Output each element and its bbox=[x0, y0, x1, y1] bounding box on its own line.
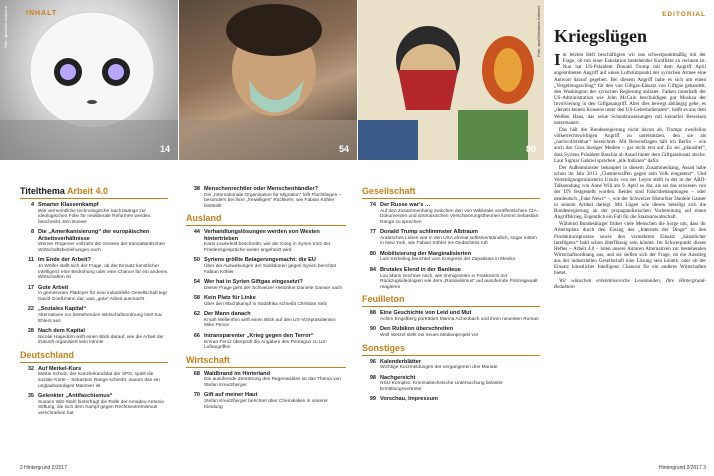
toc-page-number: 74 bbox=[369, 202, 376, 208]
toc-page-number: 54 bbox=[193, 279, 200, 286]
toc-entry-body bbox=[380, 267, 540, 290]
footer-left: 2 Hintergrund 2/2017 bbox=[20, 465, 67, 471]
toc-page-number: 4 bbox=[30, 202, 34, 208]
toc-entry-description: Achim Engelberg porträtiert Marina Achenbach und ihren neuesten Roman bbox=[380, 316, 539, 322]
toc-entry-description: Wichtige Kurzmeldungen der vergangenen drei Monate bbox=[380, 365, 498, 371]
toc-entry-title: Kalenderblätter bbox=[380, 358, 422, 365]
toc-entry-body bbox=[38, 393, 168, 416]
editorial-signature: Wir wünschen erkenntnisreiche Lesestunden, Ihre Hintergrund-Redaktion bbox=[554, 277, 706, 290]
toc-entry-title: Waldbrand im Hinterland bbox=[204, 370, 270, 377]
toc-column-1 bbox=[20, 186, 168, 420]
toc-entry-description: Knuth Mellenthin wirft einen Blick auf den US-Vizepräsidenten Mike Pence bbox=[204, 317, 336, 329]
toc-entry-title: Mobilisierung der Marginalisierten bbox=[380, 250, 472, 257]
toc-entry[interactable] bbox=[186, 311, 346, 329]
toc-entry-title: Vorschau, Impressum bbox=[380, 396, 439, 403]
section-heading bbox=[186, 355, 346, 368]
toc-entry-body bbox=[204, 333, 346, 351]
toc-entry-body bbox=[204, 279, 346, 291]
toc-column-3 bbox=[362, 186, 540, 407]
toc-entry-title: Der Russe war's … bbox=[380, 202, 431, 208]
child-illustration bbox=[179, 0, 357, 160]
toc-page-number: 44 bbox=[193, 229, 200, 236]
robot-photo bbox=[0, 0, 178, 160]
toc-entry[interactable] bbox=[362, 229, 540, 247]
toc-entry[interactable] bbox=[20, 257, 168, 280]
toc-entry-description: Arabisches Leben war in den USA einmal selbstverständlich, sogar mitten in New York, wie Fabian Köhler ins Gedächtnis ruft bbox=[380, 235, 537, 247]
toc-entry-description: Karin Leukefeld beschreibt, wie der Krieg in Syrien trotz der Friedensgespräche weiter angeheizt wird bbox=[204, 242, 331, 253]
toc-entry-title: Den Rubikon überschreiten bbox=[380, 326, 454, 333]
mural-illustration bbox=[358, 0, 544, 160]
section-heading-label: Wirtschaft bbox=[186, 354, 230, 365]
toc-entry-body bbox=[204, 392, 346, 410]
toc-column-2 bbox=[186, 186, 346, 414]
toc-entry-body bbox=[38, 306, 168, 324]
toc-entry[interactable] bbox=[362, 310, 540, 322]
mural-photo bbox=[358, 0, 544, 160]
editorial-title: Kriegslügen bbox=[554, 26, 647, 46]
section-heading-label: Sonstiges bbox=[362, 342, 406, 353]
toc-page-number: 77 bbox=[369, 229, 376, 236]
toc-entry-title: Die „Amerikanisierung“ der europäischen Arbeitsverhältnisse bbox=[38, 229, 150, 242]
toc-entry[interactable] bbox=[20, 229, 168, 253]
toc-entry-body bbox=[38, 257, 168, 280]
toc-entry-body bbox=[38, 229, 168, 253]
toc-page-number: 32 bbox=[27, 365, 34, 372]
toc-entry-body bbox=[380, 375, 540, 393]
toc-entry-description: Jo Wölfer stellt sich der Frage, ob der Einsatz künstlicher Intelligenz eine Bedrohung oder eine Chance für ein anderes Wirtschaften ist bbox=[38, 263, 168, 281]
toc-entry-description: In gemeinsam Plädoyer für eine industrielle Gesellschaft legt David Goeßmann dar, was „gute“ Arbeit ausmacht bbox=[38, 291, 167, 302]
toc-entry[interactable] bbox=[362, 202, 540, 225]
toc-entry[interactable] bbox=[186, 229, 346, 253]
section-heading bbox=[362, 294, 540, 307]
toc-entry[interactable] bbox=[362, 251, 540, 263]
toc-page-number: 80 bbox=[369, 250, 376, 257]
editorial-paragraph: Das hält die Bundesregierung nicht davon ab, Trumps zweifellos völkerrechtswidrigen Angriff zu unterstützen, den sie als „nachvollziehbar“ bezeichnet. Mit Beweisfragen hält ich Berlin – wie auch das Gros hiesiger Medien – gar nicht erst auf. Es sei „plausibel“, dass Syriens Präsident Baschar al-Assad hinter dem Giftgaseinsatz stecke. Laut Sigmar Gabriel sprächen „alle Indizien“ dafür. bbox=[554, 126, 706, 164]
toc-entry-title: Brutales Elend in der Banlieue bbox=[380, 267, 461, 274]
toc-entry[interactable] bbox=[20, 285, 168, 303]
toc-entry-body bbox=[38, 366, 168, 389]
robot-illustration bbox=[0, 0, 178, 160]
toc-entry[interactable] bbox=[186, 371, 346, 389]
section-heading-prefix: Titelthema bbox=[20, 186, 65, 196]
toc-entry-title: Auf Merkel-Kurs bbox=[38, 365, 82, 372]
toc-page-number: 8 bbox=[30, 229, 34, 236]
toc-entry-description: Über den Machtkampf in Südafrika schreibt Christian Selz bbox=[204, 301, 327, 307]
toc-entry-body bbox=[380, 229, 540, 247]
toc-entry-description: Stefan Kreutzberger berichtet über Chemikalien in unserer Kleidung bbox=[204, 398, 328, 410]
toc-entry-description: Martin Schulz, der Kanzlerkandidat der SPD, spielt die soziale Karte – Sebastian Range schreibt, warum das ein unglaubwürdiges Manöver ist bbox=[38, 372, 160, 389]
toc-entry-body bbox=[380, 310, 540, 322]
toc-entry-description: Alternativen zur bestehenden Wirtschaftsordnung lotet Kai Ehlers aus bbox=[38, 312, 162, 324]
toc-entry-body bbox=[380, 251, 540, 263]
footer-right: Hintergrund 2/2017 3 bbox=[659, 465, 706, 471]
toc-entry-title: Im Ende der Arbeit? bbox=[38, 257, 91, 264]
toc-page-number: 99 bbox=[369, 396, 376, 403]
toc-entry[interactable] bbox=[186, 295, 346, 307]
toc-page-number: 90 bbox=[369, 326, 376, 333]
toc-page-number: 96 bbox=[369, 358, 376, 365]
toc-page-number: 28 bbox=[27, 328, 34, 335]
toc-page-number: 88 bbox=[369, 310, 376, 317]
toc-entry-description: NSU-Komplex: Kriminaltechnische Untersuchung belastet Ermittlungsvertreter bbox=[380, 381, 503, 392]
toc-page-number: 84 bbox=[369, 267, 376, 274]
editorial-paragraph bbox=[554, 52, 706, 126]
toc-entry-body bbox=[38, 202, 168, 225]
toc-page-number: 22 bbox=[27, 306, 34, 313]
toc-entry-body bbox=[204, 186, 346, 209]
toc-entry-body bbox=[204, 311, 346, 329]
editorial-text bbox=[554, 52, 706, 291]
editorial-paragraph-text: m letzten Heft beschäftigten wir uns schwerpunktmäßig mit der Frage, ob mit einer Eskalation bestehender Konflikte zu rechnen ist. Nun hat US-Präsident Donald Trump mit dem Angriff April angeordneten Angriff auf einen Luftstützpunkt der syrischen Armee eine Antwort darauf gegeben. Bei diesem Angriff habe es sich um einen „Vergeltungsschlag“ für den von Giftgas-Einsatz von Giftgas gehandelt, den Washington der syrischen Regierung anlastet. Falken innerhalb der US-Administration wie John McCain beschuldigen gar Moskau der Involvierung in den Giftgasangriff. Aber dies bewegt abhängig gehe, es „derzeit keinen Konsens unter den US-Geheimdiensten“, heißt es aus dem Weißen Haus, das seine Schuldzuweisungen mit keinerlei Beweisen untermauert. bbox=[554, 52, 706, 126]
toc-entry-body bbox=[204, 257, 346, 275]
toc-entry-body bbox=[380, 359, 540, 371]
toc-entry-description: Nicolai Hagedorn wirft einen Blick darauf, wie die Arbeit der Zukunft organisiert sein könnte bbox=[38, 334, 164, 346]
toc-entry-title: Verhandlungslösungen werden von Westen hintertrieben bbox=[204, 229, 320, 242]
toc-page-number: 68 bbox=[193, 370, 200, 377]
toc-entry-description: Dieser Frage geht der Schweizer Historiker Daniele Ganser nach bbox=[204, 285, 343, 291]
toc-entry[interactable] bbox=[20, 366, 168, 389]
editorial-paragraph: Während Bundesbürger früher viele Menschen die Sorge um, dass ihr Arbeitsplatz durch den Einzug des „Internets der Dinge“ in den Produktionsprozess sowie den vermehrten Einsatz „künstlicher Intelligenz“ bald schon überflüssig sein könnte. Im Schwerpunkt dieses Heftes – Arbeit 4.0 – loten unsere Autoren Alternativen zur bestehenden Wirtschaftsordnung aus, und sie stellen sich der Frage, ob ein Ausstieg aus der industriellen Gesellschaft eine Lösung sein könnte, oder ob der Einsatz künstlicher Intelligenz Chancen für ein anderes Wirtschaften bietet. bbox=[554, 221, 706, 277]
toc-entry[interactable] bbox=[362, 396, 540, 403]
toc-entry[interactable] bbox=[20, 306, 168, 324]
toc-entry[interactable] bbox=[20, 328, 168, 346]
toc-entry[interactable] bbox=[186, 186, 346, 209]
toc-entry-title: Syriens größte Belagerungsmacht: die EU bbox=[204, 257, 316, 264]
section-heading bbox=[20, 186, 168, 199]
toc-entry-description: Auf den Zusammenhang zwischen den von Wikileaks veröffentlichten CIA-Dokumenten und antirussischen Verschwörungstheorien kommt Sebastian Range zu sprechen bbox=[380, 208, 539, 225]
toc-entry-title: Der Mann danach bbox=[204, 311, 251, 318]
toc-entry-description: Wie vermeintliche technologische Sachzwänge zur ideologischen Folie für neoliberale Reformen werden, beschreibt Jörn Boewe bbox=[38, 208, 152, 225]
toc-page-number: 66 bbox=[193, 333, 200, 340]
photo-page-number: 14 bbox=[159, 144, 170, 154]
section-heading bbox=[186, 213, 346, 226]
toc-page-number: 62 bbox=[193, 311, 200, 318]
toc-entry-body bbox=[380, 202, 540, 225]
toc-entry-body bbox=[204, 371, 346, 389]
toc-entry-title: Menschenrechtler oder Menschenhändler? bbox=[204, 186, 319, 192]
toc-page-number: 38 bbox=[193, 186, 200, 192]
toc-entry[interactable] bbox=[362, 267, 540, 290]
photo-page-number: 80 bbox=[525, 144, 536, 154]
toc-entry-body bbox=[38, 328, 168, 346]
toc-page-number: 58 bbox=[193, 295, 200, 302]
toc-entry-description: Über die Auswirkungen der Sanktionen gegen Syrien berichtet Fabian Köhler bbox=[204, 263, 337, 275]
toc-entry[interactable] bbox=[362, 375, 540, 393]
section-heading bbox=[362, 343, 540, 356]
toc-entry-title: Gelenkter „Antifaschismus“ bbox=[38, 393, 113, 400]
toc-entry-description: Emran Feroz überprüft die Angaben des Pentagon zu US-Luftangriffen bbox=[204, 339, 328, 351]
toc-entry-title: Nachgereicht bbox=[380, 374, 416, 381]
toc-entry-body bbox=[380, 396, 540, 403]
toc-entry-description: Lou Marin zeichnet nach, wie Immigranten in Frankreich mit Rückzugsideologien wie dem „Rassialismus“ auf ausufernde Polizeigewalt reagieren bbox=[380, 273, 538, 290]
toc-entry[interactable] bbox=[362, 326, 540, 338]
editorial bbox=[552, 0, 710, 476]
toc-entry-title: Eine Geschichte von Leid und Mut bbox=[380, 310, 472, 317]
toc-entry[interactable] bbox=[186, 257, 346, 275]
toc-entry-title: Nach dem Kapital bbox=[38, 328, 85, 335]
toc-entry-title: „Soziales Kapital“ bbox=[38, 306, 87, 313]
section-heading-label: Arbeit 4.0 bbox=[67, 186, 109, 196]
toc-page-number: 17 bbox=[27, 284, 34, 291]
toc-entry-description: Die ausufernde Zerstörung des Regenwaldes ist das Thema von Stefan Kreutzberger bbox=[204, 377, 341, 388]
toc-entry-title: Donald Trump schlimmster Albtraum bbox=[380, 229, 479, 236]
section-heading-label: Feuilleton bbox=[362, 294, 405, 305]
toc-entry[interactable] bbox=[186, 279, 346, 291]
toc-entry[interactable] bbox=[186, 333, 346, 351]
editorial-paragraph: Der Außenminister behauptet in diesem Zusammenhang, Assad habe schon im Jahr 2013 „Chemiewaffen gegen sein Volk eingesetzt“. Und Verteidigungsministerin Ursula von der Leyen stellt in der in der ARD-Talksendung von Anne Will am 9. April so dar, als sei das erwiesen von der UN festgestellt worden. Beides sind Falschbehauptungen – oder neudeutsch „Fake News“ –, wie der Schweizer Historiker Daniele Ganser in seinem Artikel darlegt. Mit Lügen wie diesen beteiligt sich die Bundesregierung an der propagandistischen Vorbereitung auf einen Angriffskrieg. Eigentlich ein Fall für die Staatsanwaltschaft. bbox=[554, 164, 706, 221]
toc-entry-title: Gift auf meiner Haut bbox=[204, 392, 258, 399]
toc-entry-title: Kein Platz für Linke bbox=[204, 295, 256, 302]
section-tag-inhalt: INHALT bbox=[26, 10, 58, 17]
child-photo bbox=[179, 0, 357, 160]
toc-entry-title: Gute Arbeit bbox=[38, 284, 69, 291]
toc-page-number: 70 bbox=[193, 392, 200, 399]
toc-entry-body bbox=[38, 285, 168, 303]
section-heading-label: Deutschland bbox=[20, 349, 75, 360]
section-heading bbox=[20, 350, 168, 363]
toc-entry-title: Smarter Klassenkampf bbox=[38, 202, 99, 208]
toc-page-number: 35 bbox=[27, 393, 34, 400]
toc-entry[interactable] bbox=[20, 202, 168, 225]
toc-entry-description: Lutz Kerkeling berichtet vom Kongress der Zapatistas in Mexiko bbox=[380, 257, 516, 263]
section-heading-label: Ausland bbox=[186, 213, 222, 224]
toc-entry-description: Susann Witt-Stahl hinterfragt die Rolle der Amadeu Antonio Stiftung, die sich dem Kampf gegen Rechtsextremismus verschrieben hat bbox=[38, 399, 164, 416]
toc-entry-body bbox=[204, 229, 346, 253]
toc-page-number: 11 bbox=[28, 257, 34, 264]
toc-entry-description: Die „Internationale Organisation für Migration“ hilft Flüchtlingen – besonders bei ihrer „freiwilligen“ Rückkehr, wie Fabian Köhler feststellt bbox=[204, 192, 342, 209]
section-heading bbox=[362, 186, 540, 199]
toc-entry-description: Werner Rügemer vollzieht die Genese der transatlantischen Wirtschaftsbeziehungen nach bbox=[38, 242, 166, 253]
photo-credit: Foto: dpa/Uwe Anspach bbox=[3, 6, 8, 49]
toc-entry-description: Wolf Wetzel stellt ein neues Medienprojekt vor bbox=[380, 332, 479, 338]
toc-entry-body bbox=[204, 295, 346, 307]
photo-page-number: 54 bbox=[338, 144, 349, 154]
toc-entry-title: Wer hat in Syrien Giftgas eingesetzt? bbox=[204, 279, 303, 286]
section-heading-label: Gesellschaft bbox=[362, 186, 416, 196]
toc-entry-title: Intransparenter „Krieg gegen den Terror“ bbox=[204, 333, 314, 340]
toc-entry[interactable] bbox=[186, 392, 346, 410]
toc-entry[interactable] bbox=[362, 359, 540, 371]
photo-credit: Foto: dpa/Sebastian Kahnert bbox=[536, 6, 541, 57]
toc-page-number: 50 bbox=[193, 257, 200, 264]
toc-entry-body bbox=[380, 326, 540, 338]
drop-cap: I bbox=[554, 50, 561, 69]
editorial-label: EDITORIAL bbox=[662, 11, 706, 18]
toc-entry[interactable] bbox=[20, 393, 168, 416]
toc-page-number: 98 bbox=[369, 374, 376, 381]
